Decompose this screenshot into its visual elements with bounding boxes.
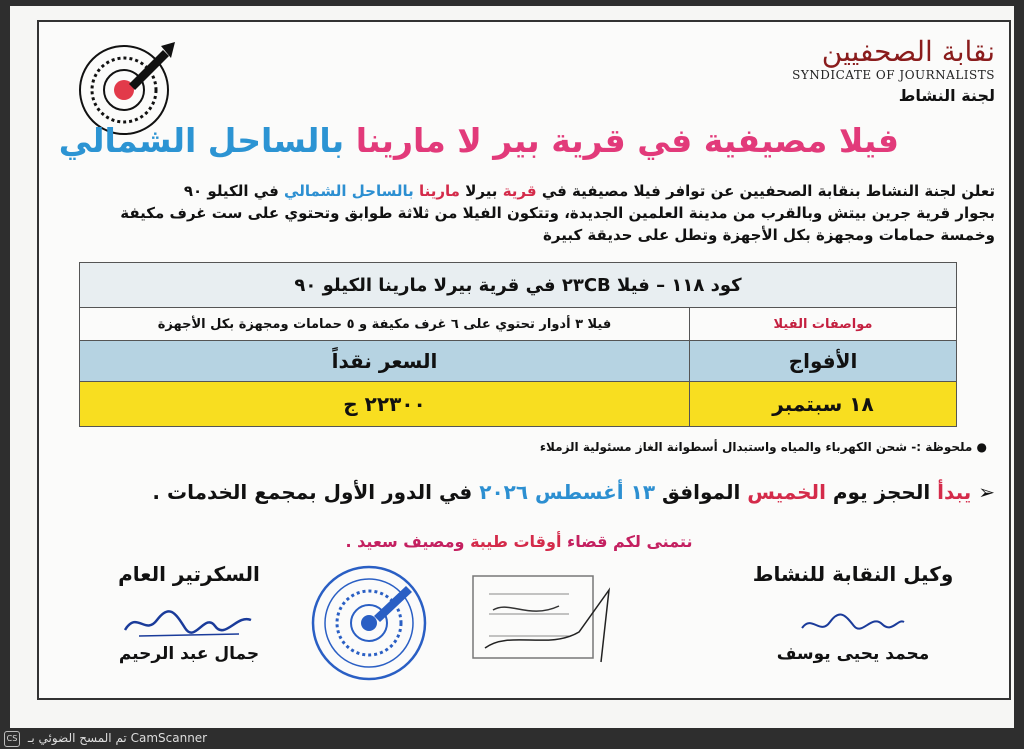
title-part-1: فيلا مصيفية في قرية bbox=[551, 121, 899, 160]
handwritten-signature bbox=[119, 606, 259, 642]
signature-name: جمال عبد الرحيم bbox=[118, 644, 260, 664]
intro-highlight-village: قرية bbox=[502, 182, 537, 200]
union-name-arabic: نقابة الصحفيين bbox=[821, 35, 995, 68]
intro-line-3: وخمسة حمامات ومجهزة بكل الأجهزة وتطل على حديقة كبيرة bbox=[543, 226, 995, 244]
note-line bbox=[91, 440, 987, 454]
date-stamp bbox=[469, 570, 619, 670]
signature-title: السكرتير العام bbox=[118, 562, 260, 586]
intro-line-2: بجوار قرية جرين بيتش وبالقرب من مدينة العلمين الجديدة، وتتكون الفيلا من ثلاثة طوابق وتحتوي على ست غرف مكيفة bbox=[120, 204, 995, 222]
arrow-bullet-icon: ➢ bbox=[978, 480, 995, 504]
note-text: ملحوظة :- شحن الكهرباء والمياه واستبدال أسطوانة الغاز مسئولية الزملاء bbox=[539, 440, 973, 454]
official-seal bbox=[304, 562, 434, 684]
intro-line-1 bbox=[55, 180, 995, 202]
villa-table bbox=[79, 262, 957, 427]
document-frame bbox=[37, 20, 1011, 700]
groups-header: الأفواج bbox=[690, 341, 957, 382]
group-date-cell: ١٨ سبتمبر bbox=[690, 382, 957, 427]
price-header: السعر نقداً bbox=[80, 341, 690, 382]
document-page bbox=[10, 6, 1014, 728]
union-header bbox=[765, 36, 995, 105]
booking-text: الحجز يوم bbox=[832, 480, 931, 504]
wish-line bbox=[319, 532, 719, 551]
camscanner-logo: CS bbox=[4, 731, 20, 747]
intro-highlight-marina: مارينا bbox=[419, 182, 460, 200]
spec-value-cell: فيلا ٣ أدوار تحتوي على ٦ غرف مكيفة و ٥ حمامات ومجهزة بكل الأجهزة bbox=[80, 308, 690, 341]
handwritten-signature bbox=[798, 606, 908, 640]
intro-text: تعلن لجنة النشاط بنقابة الصحفيين عن توافر فيلا مصيفية في bbox=[541, 182, 995, 200]
intro-text: في الكيلو ٩٠ bbox=[183, 182, 279, 200]
price-cell: ٢٢٣٠٠ ج bbox=[80, 382, 690, 427]
wish-text: ومصيف سعيد . bbox=[345, 532, 465, 551]
booking-date: ١٣ أغسطس ٢٠٢٦ bbox=[479, 480, 656, 504]
bullet-icon: ● bbox=[976, 440, 987, 454]
wish-text: نتمنى لكم قضاء bbox=[567, 532, 693, 551]
scanner-watermark-text: تم المسح الضوئي بـ CamScanner bbox=[27, 731, 208, 745]
booking-day: الخميس bbox=[747, 480, 826, 504]
signature-title: وكيل النقابة للنشاط bbox=[752, 562, 954, 586]
wish-highlight: أوقات طيبة bbox=[470, 532, 562, 551]
table-header-row bbox=[80, 341, 957, 382]
committee-name: لجنة النشاط bbox=[898, 86, 995, 105]
booking-line bbox=[99, 480, 995, 504]
table-row bbox=[80, 382, 957, 427]
page-title bbox=[58, 120, 899, 162]
intro-paragraph bbox=[55, 180, 995, 246]
title-part-2: بير لا مارينا bbox=[355, 121, 540, 160]
villa-code-cell: كود ١١٨ – فيلا ٢٣CB في قرية بيرلا مارينا الكيلو ٩٠ bbox=[80, 263, 957, 308]
intro-highlight-coast: بالساحل الشمالي bbox=[284, 182, 414, 200]
signature-block-secretary bbox=[89, 562, 289, 664]
spec-label-cell: مواصفات الفيلا bbox=[690, 308, 957, 341]
union-name-english: SYNDICATE OF JOURNALISTS bbox=[792, 68, 995, 82]
scanner-footer bbox=[0, 728, 1024, 749]
table-row bbox=[80, 263, 957, 308]
signature-name: محمد يحيى يوسف bbox=[776, 644, 930, 664]
booking-location: في الدور الأول بمجمع الخدمات . bbox=[152, 480, 473, 504]
title-part-3: بالساحل الشمالي bbox=[58, 121, 345, 160]
table-row bbox=[80, 308, 957, 341]
booking-text: الموافق bbox=[662, 480, 741, 504]
signature-block-activity bbox=[733, 562, 973, 664]
booking-start-word: يبدأ bbox=[937, 480, 972, 504]
intro-text: بيرلا bbox=[465, 182, 498, 200]
